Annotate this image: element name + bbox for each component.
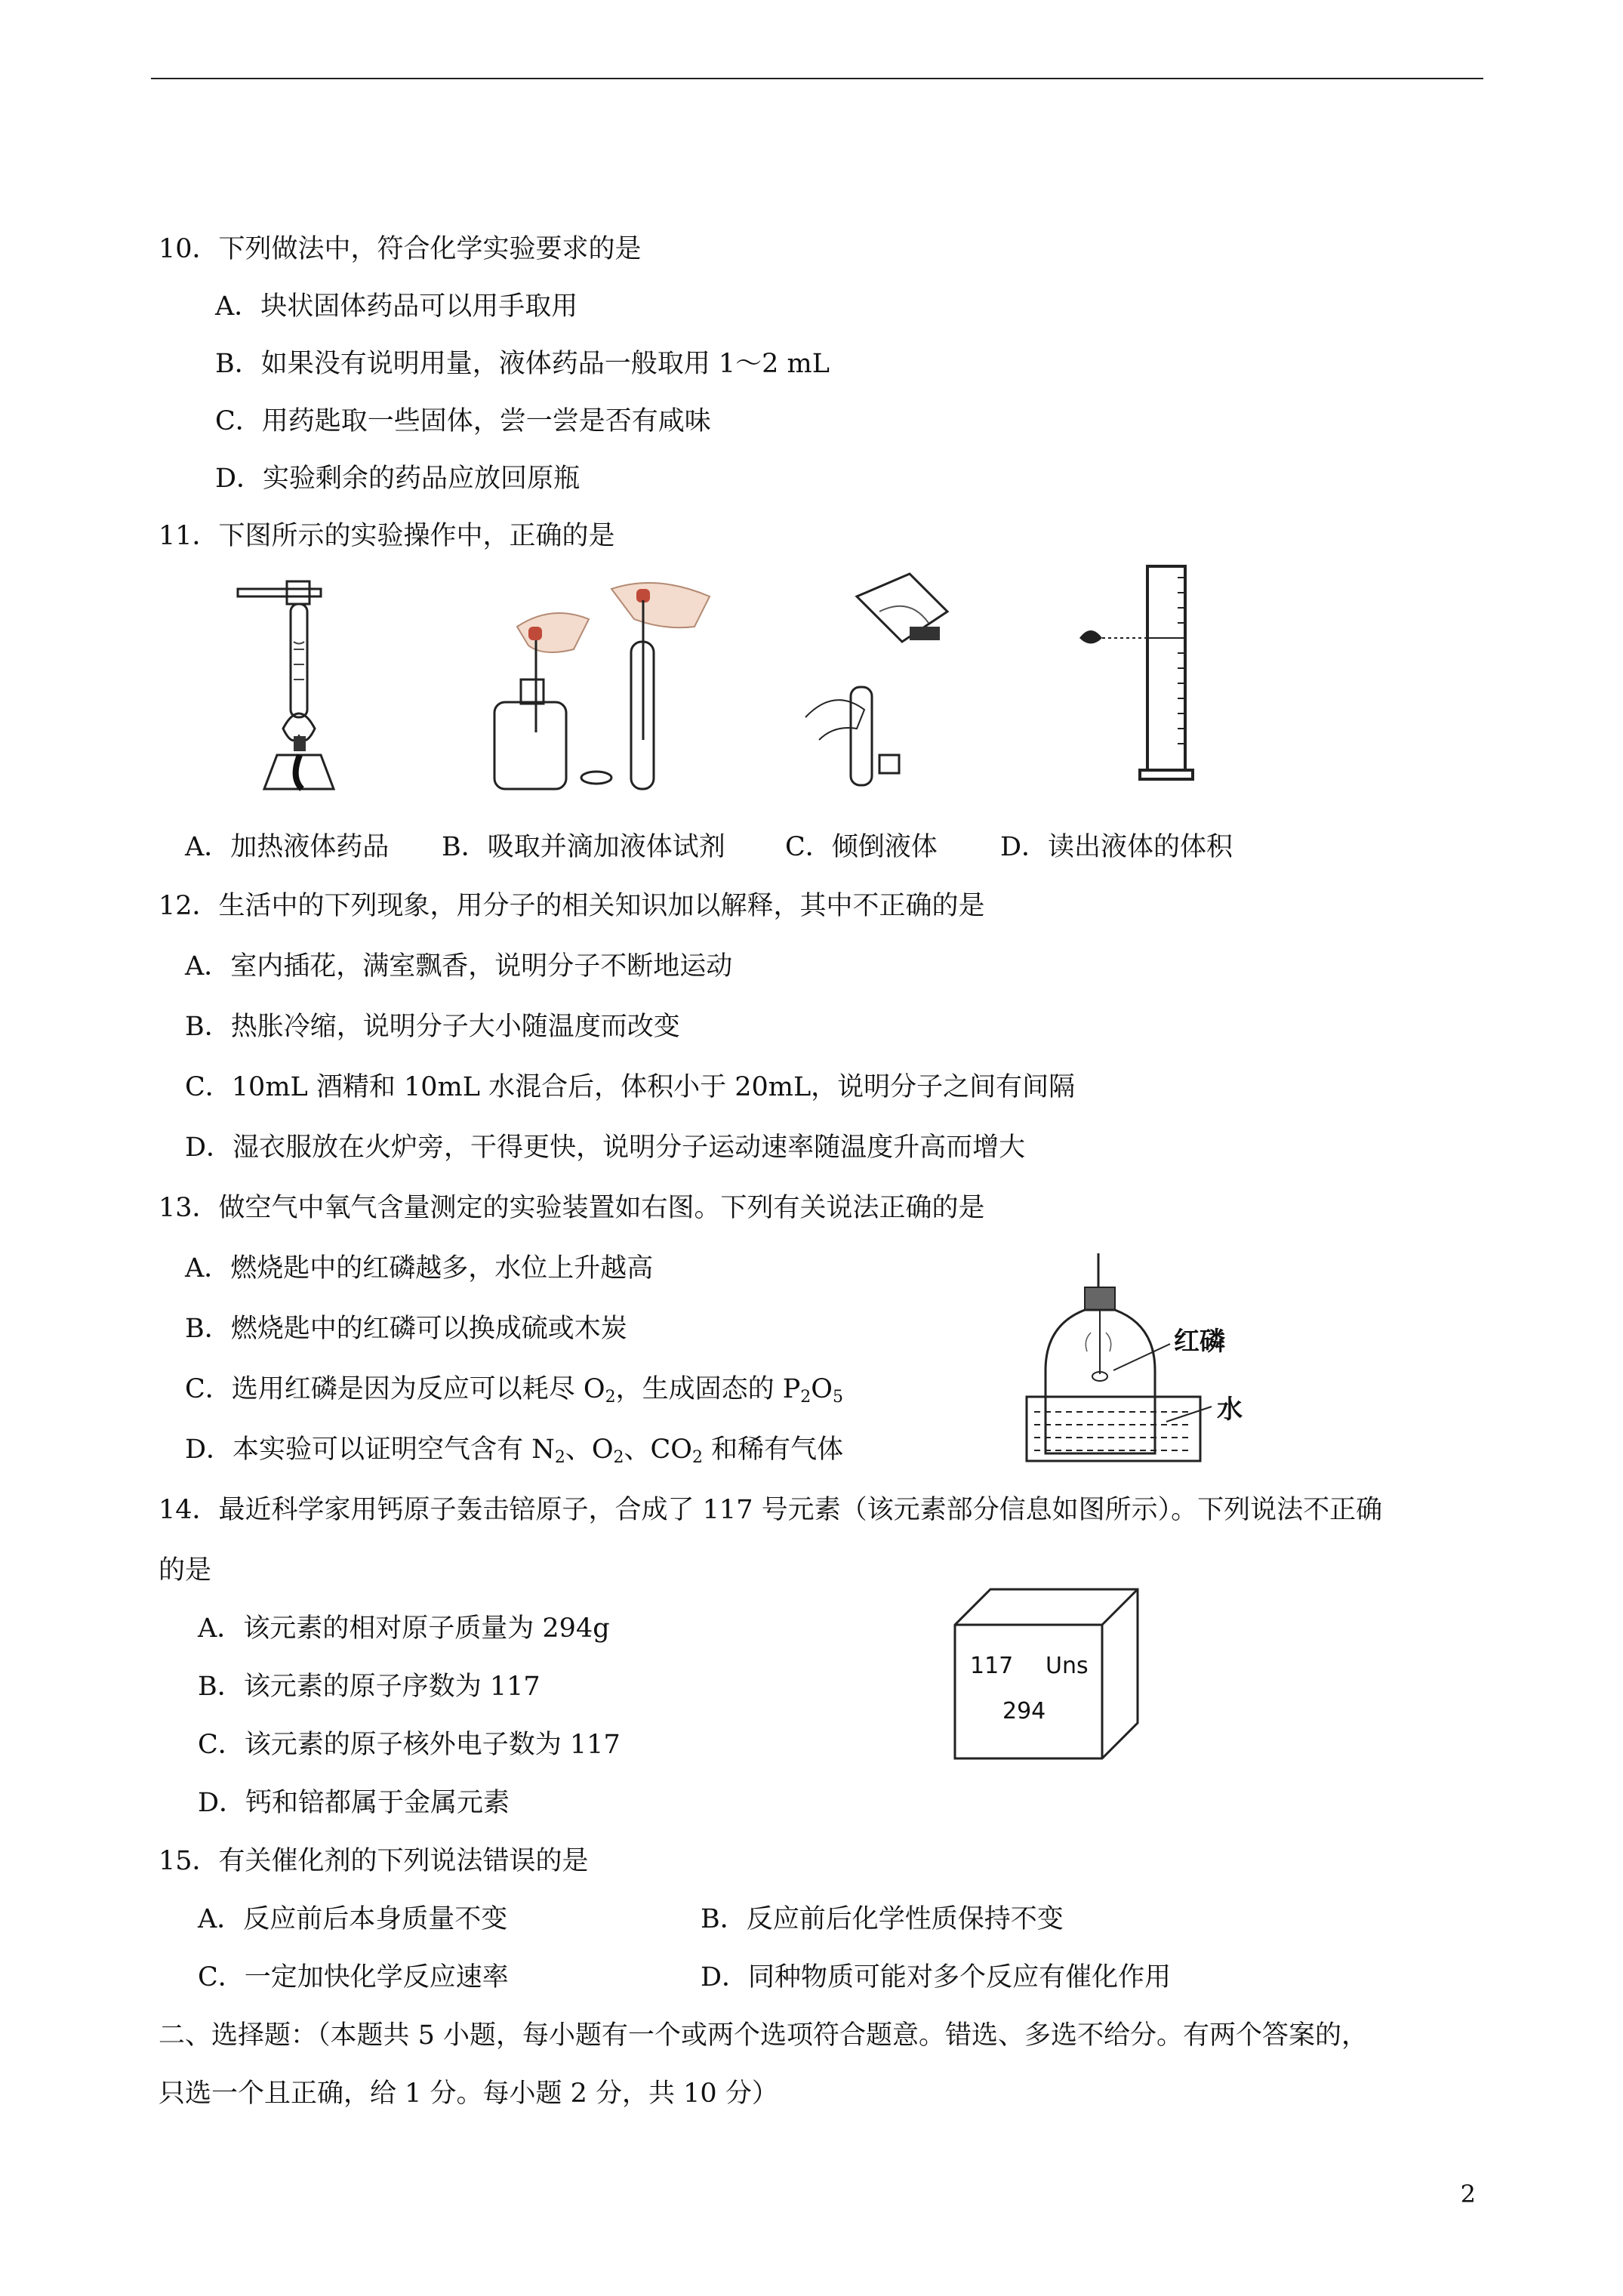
pouring-liquid-figure	[796, 566, 970, 793]
q12-option-b: B．热胀冷缩，说明分子大小随温度而改变	[185, 1012, 680, 1042]
water-label: 水	[1217, 1395, 1243, 1425]
header-rule	[151, 78, 1483, 79]
q11-option-a: A．加热液体药品	[185, 832, 390, 862]
q10-option-d: D．实验剩余的药品应放回原瓶	[215, 464, 581, 494]
q12-option-d: D．湿衣服放在火炉旁，干得更快，说明分子运动速率随温度升高而增大	[185, 1133, 1026, 1163]
q14-option-b: B．该元素的原子序数为 117	[198, 1672, 540, 1702]
q14-stem-line2: 的是	[159, 1555, 212, 1586]
q15-option-d: D．同种物质可能对多个反应有催化作用	[701, 1962, 1172, 1992]
q15-option-b: B．反应前后化学性质保持不变	[701, 1904, 1064, 1934]
q14-option-c: C．该元素的原子核外电子数为 117	[198, 1730, 621, 1760]
q12-stem: 12．生活中的下列现象，用分子的相关知识加以解释，其中不正确的是	[159, 891, 985, 921]
q13-stem: 13．做空气中氧气含量测定的实验装置如右图。下列有关说法正确的是	[159, 1193, 985, 1223]
graduated-cylinder-figure	[1072, 562, 1230, 785]
q14-option-a: A．该元素的相对原子质量为 294g	[198, 1613, 610, 1644]
q13-option-b: B．燃烧匙中的红磷可以换成硫或木炭	[185, 1314, 627, 1344]
q10-option-c: C．用药匙取一些固体，尝一尝是否有咸味	[215, 406, 711, 436]
phosphorus-bell-jar-figure	[1015, 1250, 1272, 1469]
q15-option-a: A．反应前后本身质量不变	[198, 1904, 508, 1934]
page-number: 2	[1460, 2180, 1476, 2208]
q13-option-c: C．选用红磷是因为反应可以耗尽 $O_2$，生成固态的 $P_2O_5$	[185, 1374, 843, 1407]
q14-stem-line1: 14．最近科学家用钙原子轰击锫原子，合成了 117 号元素（该元素部分信息如图所示）。下列说法不正确	[159, 1495, 1383, 1525]
phosphorus-label: 红磷	[1174, 1327, 1225, 1357]
q14-option-d: D．钙和锫都属于金属元素	[198, 1788, 510, 1818]
q11-option-d: D．读出液体的体积	[1000, 832, 1233, 862]
element-number: 117	[970, 1653, 1014, 1679]
q13-option-d: D．本实验可以证明空气含有 $N_2$、$O_2$、$CO_2$ 和稀有气体	[185, 1435, 844, 1467]
dropper-figure	[483, 574, 732, 793]
q15-option-c: C．一定加快化学反应速率	[198, 1962, 509, 1992]
q10-option-a: A．块状固体药品可以用手取用	[215, 291, 578, 322]
heating-tube-figure	[230, 574, 351, 793]
q11-option-b: B．吸取并滴加液体试剂	[442, 832, 725, 862]
q10-option-b: B．如果没有说明用量，液体药品一般取用 1～2 mL	[215, 349, 830, 379]
q13-option-a: A．燃烧匙中的红磷越多，水位上升越高	[185, 1253, 654, 1284]
element-symbol: Uns	[1046, 1653, 1089, 1679]
q11-option-c: C．倾倒液体	[785, 832, 938, 862]
q12-option-c: C．10mL 酒精和 10mL 水混合后，体积小于 20mL，说明分子之间有间隔	[185, 1072, 1076, 1102]
q10-stem: 10．下列做法中，符合化学实验要求的是	[159, 234, 642, 264]
section2-instructions-line1: 二、选择题：（本题共 5 小题，每小题有一个或两个选项符合题意。错选、多选不给分。有两个答案的，	[159, 2020, 1369, 2051]
q15-stem: 15．有关催化剂的下列说法错误的是	[159, 1846, 589, 1876]
q12-option-a: A．室内插花，满室飘香，说明分子不断地运动	[185, 951, 733, 982]
section2-instructions-line2: 只选一个且正确，给 1 分。每小题 2 分，共 10 分）	[159, 2079, 778, 2109]
q11-stem: 11．下图所示的实验操作中，正确的是	[159, 521, 615, 551]
element-mass: 294	[1002, 1698, 1046, 1724]
